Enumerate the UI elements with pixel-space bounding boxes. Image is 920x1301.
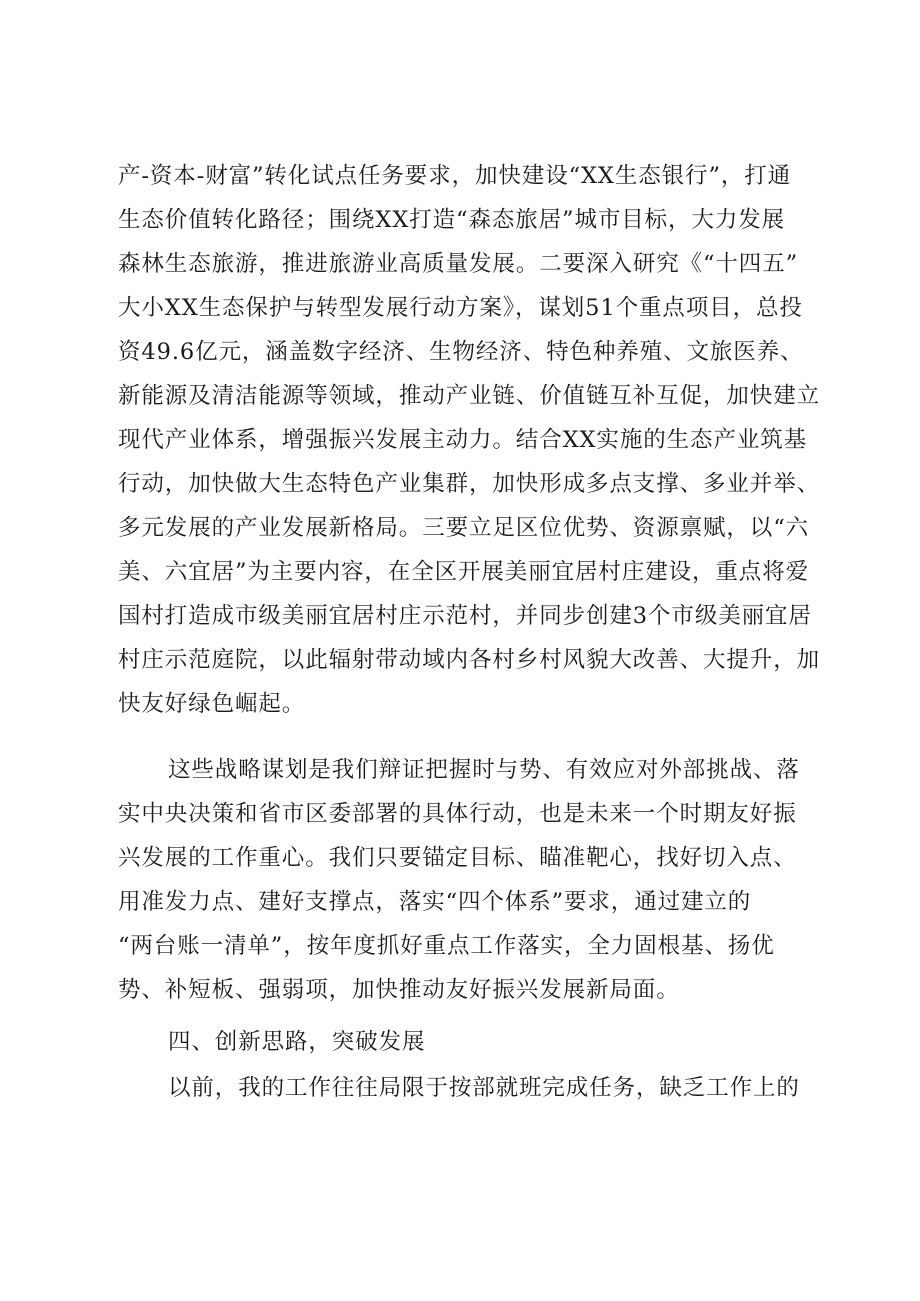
text-line: 快友好绿色崛起。 — [118, 691, 306, 717]
text-line: 村庄示范庭院，以此辐射带动域内各村乡村风貌大改善、大提升，加 — [118, 647, 821, 673]
text-line: 现代产业体系，增强振兴发展主动力。结合XX实施的生态产业筑基 — [118, 427, 808, 453]
text-line: 国村打造成市级美丽宜居村庄示范村，并同步创建3个市级美丽宜居 — [118, 603, 812, 629]
text-line: 森林生态旅游，推进旅游业高质量发展。二要深入研究《“十四五” — [118, 251, 799, 277]
text-line: 实中央决策和省市区委部署的具体行动，也是未来一个时期友好振 — [118, 801, 797, 827]
text-line: 美、六宜居”为主要内容，在全区开展美丽宜居村庄建设，重点将爱 — [118, 559, 810, 585]
text-line: 生态价值转化路径；围绕XX打造“森态旅居”城市目标，大力发展 — [118, 207, 786, 233]
text-line: 势、补短板、强弱项，加快推动友好振兴发展新局面。 — [118, 977, 680, 1003]
text-line: 大小XX生态保护与转型发展行动方案》，谋划51个重点项目，总投 — [118, 295, 803, 321]
section-heading: 四、创新思路，突破发展 — [168, 1029, 426, 1055]
text-line: “两台账一清单”，按年度抓好重点工作落实，全力固根基、扬优 — [118, 933, 775, 959]
text-line: 用准发力点、建好支撑点，落实“四个体系”要求，通过建立的 — [118, 889, 752, 915]
text-line: 这些战略谋划是我们辩证把握时与势、有效应对外部挑战、落 — [168, 757, 800, 783]
text-line: 资49.6亿元，涵盖数字经济、生物经济、特色种养殖、文旅医养、 — [118, 339, 804, 365]
text-line: 以前，我的工作往往局限于按部就班完成任务，缺乏工作上的 — [168, 1075, 800, 1101]
text-line: 兴发展的工作重心。我们只要锚定目标、瞄准靶心，找好切入点、 — [118, 845, 797, 871]
text-line: 多元发展的产业发展新格局。三要立足区位优势、资源禀赋，以“六 — [118, 515, 810, 541]
text-line: 产-资本-财富”转化试点任务要求，加快建设“XX生态银行”，打通 — [118, 163, 792, 189]
text-line: 行动，加快做大生态特色产业集群，加快形成多点支撑、多业并举、 — [118, 471, 821, 497]
text-line: 新能源及清洁能源等领域，推动产业链、价值链互补互促，加快建立 — [118, 383, 821, 409]
